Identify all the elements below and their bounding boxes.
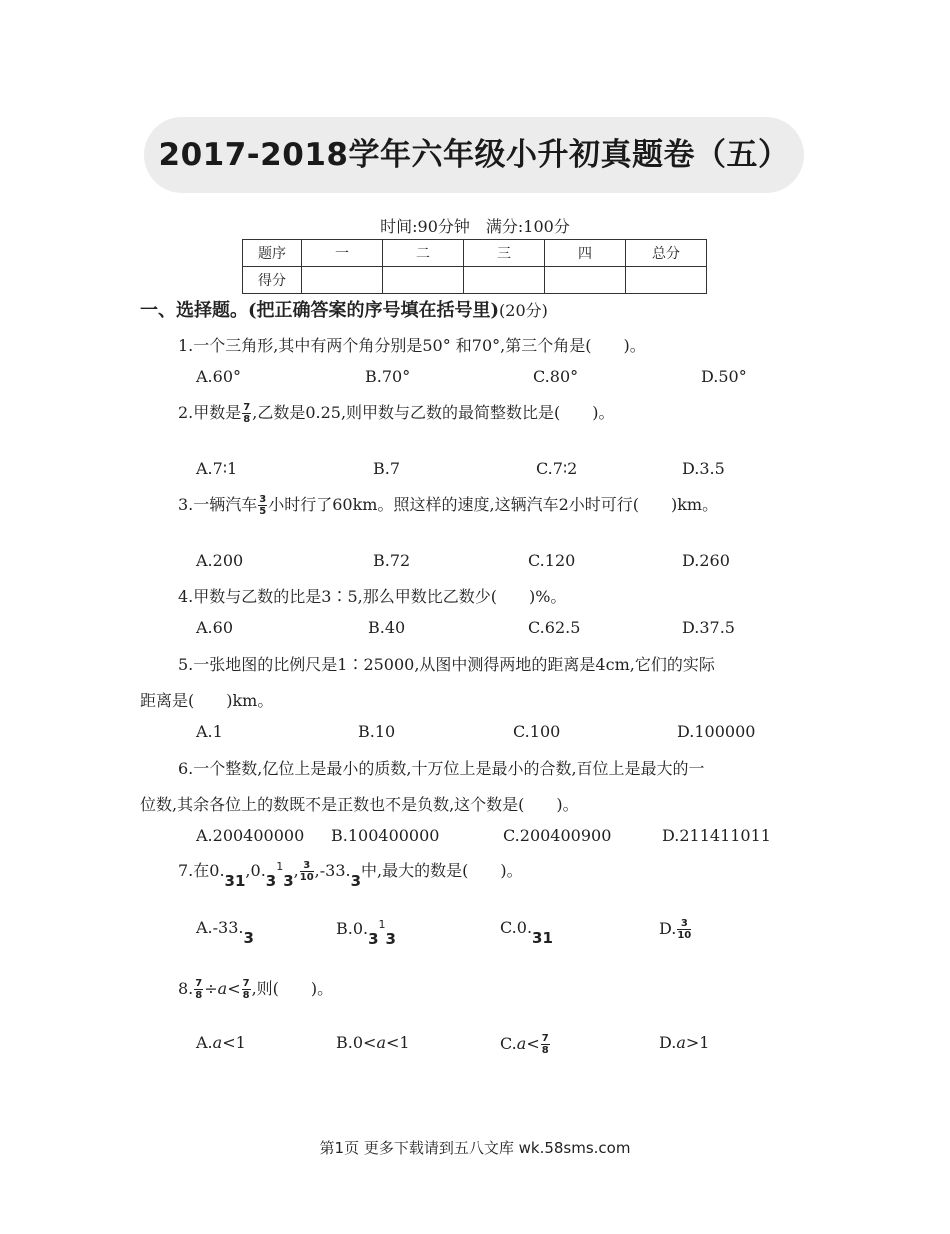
q1-option-c[interactable]: C.80° <box>533 367 579 386</box>
fraction-denominator: 8 <box>242 990 250 1001</box>
fraction-denominator: 8 <box>243 414 251 425</box>
question-5-line-2: 距离是( )km。 <box>140 691 274 710</box>
variable-a: a <box>516 1034 527 1053</box>
variable-a: a <box>676 1033 686 1052</box>
section-title: 一、选择题。(把正确答案的序号填在括号里) <box>140 300 500 321</box>
question-1: 1.一个三角形,其中有两个角分别是50° 和70°,第三个角是( )。 <box>178 336 646 355</box>
repeating-digits <box>265 860 294 890</box>
fraction <box>258 494 267 517</box>
score-header-cell: 四 <box>545 240 626 267</box>
score-header-cell: 总分 <box>626 240 707 267</box>
q2-text-pre: 2.甲数是 <box>178 403 242 422</box>
option-text: <1 <box>222 1033 246 1052</box>
fraction <box>194 978 203 1001</box>
section-points: (20分) <box>499 301 548 320</box>
q2-option-d[interactable]: D.3.5 <box>682 459 725 478</box>
option-text: C. <box>500 1034 517 1053</box>
fraction-numerator: 7 <box>541 1033 549 1044</box>
q8-text: ,则( )。 <box>251 979 334 998</box>
repeating-digits <box>368 918 396 948</box>
q1-option-b[interactable]: B.70° <box>365 367 411 386</box>
q2-option-c[interactable]: C.7∶2 <box>536 459 578 478</box>
question-7 <box>178 858 523 890</box>
table-row <box>243 267 707 294</box>
repeating-digit: 3 <box>283 872 294 890</box>
option-text: C.0. <box>500 918 533 937</box>
q4-option-d[interactable]: D.37.5 <box>682 618 735 637</box>
q7-option-b[interactable] <box>336 918 396 948</box>
q4-option-a[interactable]: A.60 <box>196 618 233 637</box>
score-cell[interactable] <box>626 267 707 294</box>
page-footer: 第1页 更多下载请到五八文库 wk.58sms.com <box>319 1139 631 1157</box>
q3-text-pre: 3.一辆汽车 <box>178 495 258 514</box>
page-title: 2017-2018学年六年级小升初真题卷（五） <box>158 137 790 173</box>
q2-option-a[interactable]: A.7∶1 <box>196 459 238 478</box>
exam-meta: 时间:90分钟 满分:100分 <box>380 217 570 236</box>
repeating-digit: 3 <box>265 872 277 890</box>
repeating-digits: 31 <box>224 872 246 890</box>
score-header-cell: 三 <box>464 240 545 267</box>
q3-text-post: 小时行了60km。照这样的速度,这辆汽车2小时可行( )km。 <box>268 495 719 514</box>
q3-option-c[interactable]: C.120 <box>528 551 576 570</box>
repeating-digit: 3 <box>368 930 379 948</box>
option-text: A.-33. <box>196 918 244 937</box>
table-row <box>243 240 707 267</box>
fraction-numerator: 3 <box>259 494 267 505</box>
option-text: <1 <box>385 1033 410 1052</box>
q8-text: 8. <box>178 979 194 998</box>
score-header-cell: 题序 <box>243 240 302 267</box>
q2-option-b[interactable]: B.7 <box>373 459 401 478</box>
q3-option-a[interactable]: A.200 <box>196 551 244 570</box>
q4-option-c[interactable]: C.62.5 <box>528 618 581 637</box>
q7-text: 中,最大的数是( )。 <box>361 861 523 880</box>
option-text: A. <box>196 1033 213 1052</box>
q7-text: ,-33. <box>314 861 351 880</box>
q7-text: 7.在0. <box>178 861 225 880</box>
option-text: D. <box>659 919 677 938</box>
score-cell[interactable] <box>383 267 464 294</box>
fraction <box>242 978 251 1001</box>
question-5-line-1: 5.一张地图的比例尺是1∶25000,从图中测得两地的距离是4cm,它们的实际 <box>178 655 715 674</box>
fraction <box>677 918 691 941</box>
repeating-digits: 3 <box>243 929 254 947</box>
repeating-digit-sup: 1 <box>378 918 386 931</box>
q5-option-d[interactable]: D.100000 <box>677 722 756 741</box>
option-text: B.0< <box>336 1033 377 1052</box>
q6-option-a[interactable]: A.200400000 <box>196 826 305 845</box>
less-than-sign: < <box>526 1034 540 1053</box>
option-text: >1 <box>685 1033 710 1052</box>
repeating-digit: 3 <box>385 930 396 948</box>
fraction-numerator: 7 <box>195 978 203 989</box>
q8-option-c[interactable] <box>500 1033 551 1056</box>
question-8 <box>178 976 333 1001</box>
fraction-numerator: 3 <box>300 860 314 872</box>
fraction <box>541 1033 550 1056</box>
score-header-cell: 二 <box>383 240 464 267</box>
question-6-line-1: 6.一个整数,亿位上是最小的质数,十万位上是最小的合数,百位上是最大的一 <box>178 759 705 778</box>
variable-a: a <box>376 1033 386 1052</box>
q6-option-b[interactable]: B.100400000 <box>331 826 440 845</box>
q6-option-d[interactable]: D.211411011 <box>662 826 771 845</box>
fraction-denominator: 8 <box>541 1045 549 1056</box>
q8-option-d[interactable] <box>659 1033 709 1052</box>
repeating-digits: 3 <box>350 872 362 890</box>
q2-text-post: ,乙数是0.25,则甲数与乙数的最简整数比是( )。 <box>252 403 615 422</box>
fraction-numerator: 3 <box>677 918 691 930</box>
less-than-sign: < <box>227 979 241 998</box>
q8-option-a[interactable] <box>196 1033 246 1052</box>
q7-text: , <box>293 861 299 880</box>
option-text: D. <box>659 1033 677 1052</box>
question-4: 4.甲数与乙数的比是3∶5,那么甲数比乙数少( )%。 <box>178 587 567 606</box>
q7-text: ,0. <box>245 861 266 880</box>
score-row-label: 得分 <box>243 267 302 294</box>
divide-sign: ÷ <box>204 979 218 998</box>
fraction-denominator: 10 <box>677 930 692 941</box>
fraction-denominator: 5 <box>259 506 267 517</box>
q6-option-c[interactable]: C.200400900 <box>503 826 612 845</box>
q3-option-b[interactable]: B.72 <box>373 551 411 570</box>
q7-option-c[interactable] <box>500 918 553 947</box>
variable-a: a <box>217 979 228 998</box>
repeating-digits: 31 <box>532 929 553 947</box>
q4-option-b[interactable]: B.40 <box>368 618 406 637</box>
q3-option-d[interactable]: D.260 <box>682 551 730 570</box>
score-cell[interactable] <box>545 267 626 294</box>
q1-option-d[interactable]: D.50° <box>701 367 747 386</box>
section-heading <box>140 296 548 322</box>
question-3 <box>178 492 718 517</box>
title-banner <box>144 117 804 193</box>
q7-option-d[interactable] <box>659 918 692 941</box>
fraction-numerator: 7 <box>243 402 251 413</box>
repeating-digit-sup: 1 <box>276 860 284 873</box>
q8-option-b[interactable] <box>336 1033 410 1052</box>
q7-option-a[interactable] <box>196 918 254 947</box>
score-cell[interactable] <box>302 267 383 294</box>
q5-option-b[interactable]: B.10 <box>358 722 396 741</box>
fraction-denominator: 8 <box>195 990 203 1001</box>
question-2 <box>178 400 615 425</box>
fraction <box>300 860 314 883</box>
fraction <box>242 402 251 425</box>
question-6-line-2: 位数,其余各位上的数既不是正数也不是负数,这个数是( )。 <box>140 795 579 814</box>
q1-option-a[interactable]: A.60° <box>196 367 241 386</box>
q5-option-c[interactable]: C.100 <box>513 722 561 741</box>
option-text: B.0. <box>336 919 369 938</box>
fraction-denominator: 10 <box>299 872 314 883</box>
score-table <box>242 239 707 294</box>
fraction-numerator: 7 <box>242 978 250 989</box>
q5-option-a[interactable]: A.1 <box>196 722 223 741</box>
score-header-cell: 一 <box>302 240 383 267</box>
score-cell[interactable] <box>464 267 545 294</box>
variable-a: a <box>212 1033 223 1052</box>
